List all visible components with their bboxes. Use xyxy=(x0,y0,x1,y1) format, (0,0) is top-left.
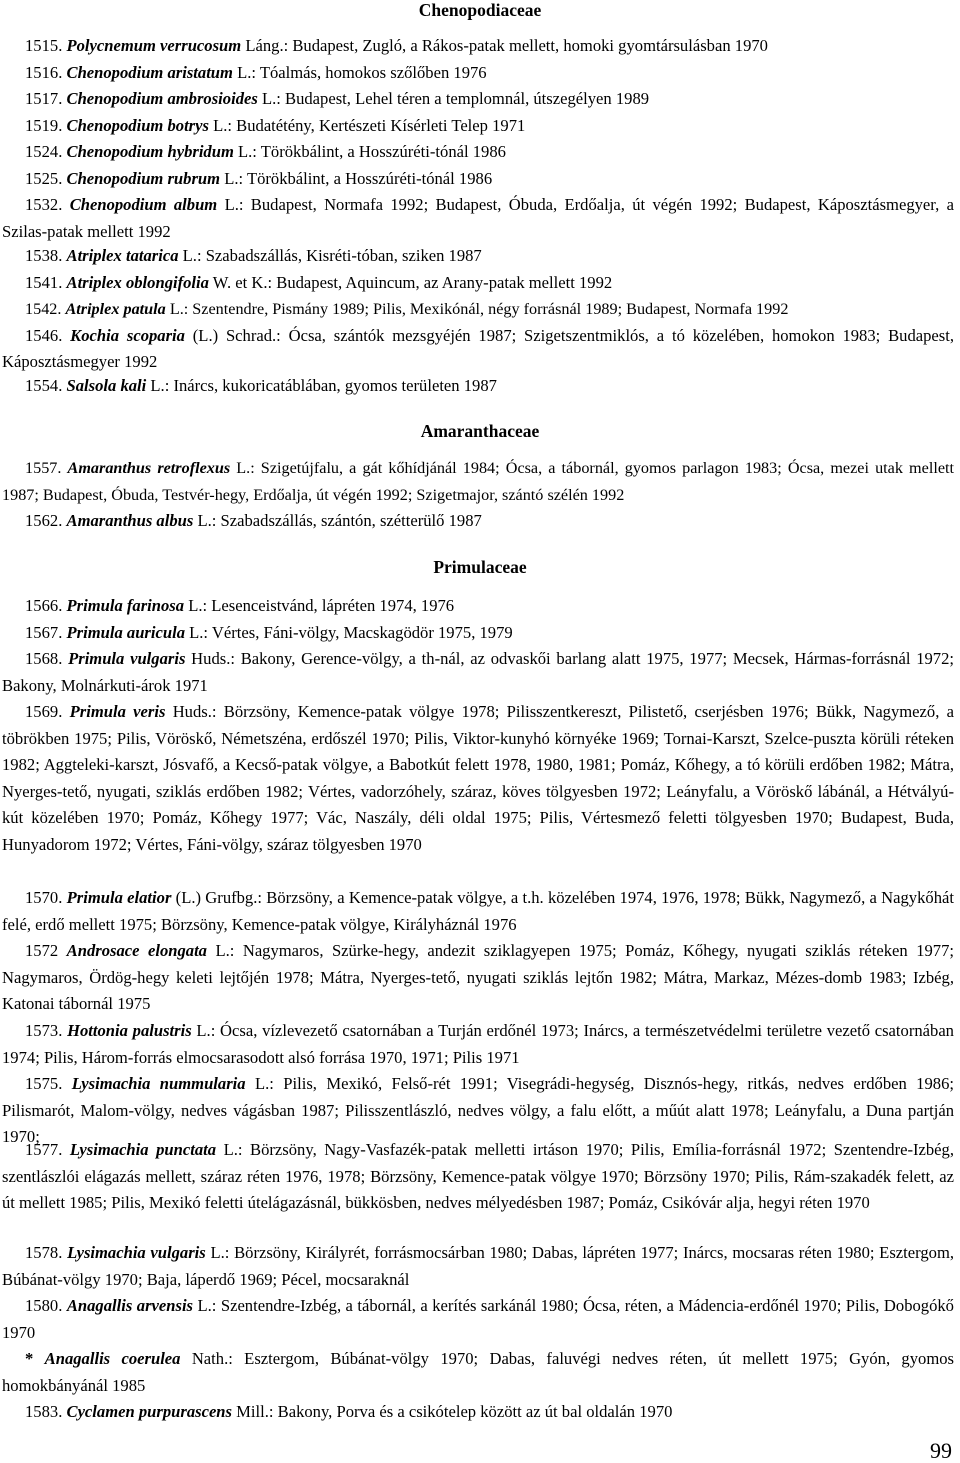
species-entry xyxy=(2,646,954,699)
species-name: Lysimachia nummularia xyxy=(71,1074,246,1093)
species-entry xyxy=(2,1346,954,1399)
species-name: Polycnemum verrucosum xyxy=(66,36,242,55)
entry-text: L.: Pilis, Mexikó, Felső-rét 1991; Visegrádi-hegység, Disznós-hegy, ritkás, nedves erdőben 1986; Pilismarót, Malom-völgy, nedves vágásban 1987; Pilisszentlászló, nedves völgy, a falu előtt, a műút alatt 1978; Leányfalu, a Duna partján 1970; xyxy=(2,1074,954,1147)
entry-text: Huds.: Bakony, Gerence-völgy, a th-nál, az odvaskői barlang alatt 1975, 1977; Mecsek, Hármas-forrásnál 1972; Bakony, Molnárkuti-árok 1971 xyxy=(2,649,954,695)
species-name: Chenopodium hybridum xyxy=(66,142,234,161)
entry-text: (L.) Grufbg.: Börzsöny, a Kemence-patak völgye, a t.h. közelében 1974, 1976, 1978; Bükk, Nagymező, a Nagykőhát felé, erdő mellett 1975; Börzsöny, Kemence-patak völgye, Királyháznál 1976 xyxy=(2,888,954,934)
species-name: Cyclamen purpurascens xyxy=(66,1402,232,1421)
species-entry xyxy=(2,699,954,859)
entry-text: L.: Ócsa, vízlevezető csatornában a Turján erdőnél 1973; Inárcs, a természetvédelmi területre vezető csatornában 1974; Pilis, Három-forrás elmocsarasodott alsó forrása 1970, 1971; Pilis 1971 xyxy=(2,1021,954,1067)
entry-number: 1515. xyxy=(25,36,63,55)
species-name: Hottonia palustris xyxy=(67,1021,192,1040)
species-name: Primula vulgaris xyxy=(68,649,186,668)
entry-text: L.: Törökbálint, a Hosszúréti-tónál 1986 xyxy=(233,142,506,161)
species-entry xyxy=(2,1018,954,1071)
entry-number: 1546. xyxy=(25,325,63,345)
entry-number: 1516. xyxy=(25,62,63,82)
entry-text: L.: Vértes, Fáni-völgy, Macskagödör 1975, 1979 xyxy=(185,622,513,642)
species-entry xyxy=(2,60,954,87)
entry-number: 1541. xyxy=(25,272,63,292)
species-name: Atriplex tatarica xyxy=(66,246,179,265)
species-entry xyxy=(2,593,954,620)
species-name: Primula auricula xyxy=(66,622,185,642)
species-entry xyxy=(2,373,954,400)
entry-number: 1570. xyxy=(25,888,63,907)
entry-text: L.: Szabadszállás, szántón, szétterülő 1987 xyxy=(193,511,482,530)
entry-text: L.: Lesenceistvánd, lápréten 1974, 1976 xyxy=(184,596,455,615)
section-heading: Chenopodiaceae xyxy=(418,0,542,20)
entry-text: W. et K.: Budapest, Aquincum, az Arany-patak mellett 1992 xyxy=(208,272,613,292)
species-name: Lysimachia vulgaris xyxy=(67,1243,206,1262)
entry-number: 1538. xyxy=(25,246,63,265)
species-entry xyxy=(2,113,954,140)
section-heading: Amaranthaceae xyxy=(420,421,540,441)
entry-number: 1573. xyxy=(25,1021,63,1040)
entry-number: 1567. xyxy=(25,622,63,642)
entry-number: 1568. xyxy=(25,649,63,668)
species-name: Salsola kali xyxy=(66,376,147,395)
species-name: Atriplex oblongifolia xyxy=(66,272,209,292)
entry-number: 1569. xyxy=(25,702,63,721)
species-entry xyxy=(2,885,954,938)
species-name: Anagallis coerulea xyxy=(44,1349,181,1368)
entry-number: 1524. xyxy=(25,142,63,161)
entry-text: Huds.: Börzsöny, Kemence-patak völgye 1978; Pilisszentkereszt, Pilistető, cserjésben 1976; Bükk, Nagymező, a töbrökben 1975; Pilis, Vöröskő, Németszéna, erdőszél 1970; Pilis, Viktor-kunyhó környéke 1969; Tornai-Karszt, Szelce-puszta körüli réteken 1982; Aggteleki-karszt, Jósvafő, a Kecső-patak völgye, a Babotkút felett 1978, 1980, 1981; Pomáz, Kőhegy, a tó körüli erdőben 1982; Mátra, Nyerges-tető, nyugati, sziklás erdőben 1982; Vértes, vadorzóhely, száraz, köves tölgyesben 1972; Leányfalu, a Vöröskő lábánál, a Hétvályú-kút közelében 1970; Pomáz, Kőhegy 1977; Vác, Naszály, déli oldal 1975; Pilis, Vértesmező feletti tölgyesben 1970; Budapest, Buda, Hunyadorom 1972; Vértes, Fáni-völgy, száraz tölgyesben 1970 xyxy=(2,702,955,854)
species-entry xyxy=(2,620,954,647)
entry-number: 1572 xyxy=(25,941,59,960)
species-entry xyxy=(2,508,954,535)
species-name: Primula elatior xyxy=(66,888,172,907)
entry-number: 1578. xyxy=(25,1243,63,1262)
entry-number: 1519. xyxy=(25,115,63,135)
entry-text: L.: Budatétény, Kertészeti Kísérleti Telep 1971 xyxy=(208,115,526,135)
species-name: Atriplex patula xyxy=(65,300,166,318)
species-entry xyxy=(2,1137,954,1217)
entry-number: 1562. xyxy=(25,511,63,530)
entry-number: 1566. xyxy=(25,596,63,615)
species-entry xyxy=(2,270,954,297)
entry-number: 1575. xyxy=(25,1074,63,1093)
species-name: Amaranthus albus xyxy=(66,511,194,530)
species-entry xyxy=(2,1293,954,1346)
species-entry xyxy=(2,166,954,193)
species-name: Lysimachia punctata xyxy=(69,1140,217,1159)
entry-text: Mill.: Bakony, Porva és a csikótelep között az út bal oldalán 1970 xyxy=(232,1402,673,1421)
species-name: Chenopodium botrys xyxy=(66,115,209,135)
species-entry xyxy=(2,139,954,166)
entry-text: (L.) Schrad.: Ócsa, szántók mezsgyéjén 1987; Szigetszentmiklós, a tó közelében, homokon 1983; Budapest, Káposztásmegyer 1992 xyxy=(2,325,954,372)
species-name: Amaranthus retroflexus xyxy=(67,459,231,477)
page-number: 99 xyxy=(930,1438,952,1463)
species-entry xyxy=(2,86,954,113)
species-entry xyxy=(2,1399,954,1426)
species-name: Chenopodium rubrum xyxy=(66,168,221,188)
entry-text: L.: Budapest, Lehel téren a templomnál, útszegélyen 1989 xyxy=(257,89,650,108)
species-name: Chenopodium album xyxy=(69,195,218,214)
entry-number: 1583. xyxy=(25,1402,63,1421)
entry-text: L.: Nagymaros, Szürke-hegy, andezit sziklagyepen 1975; Pomáz, Kőhegy, nyugati sziklás réteken 1977; Nagymaros, Ördög-hegy keleti lejtőjén 1978; Mátra, Nyerges-tető, nyugati sziklás lejtőn 1982; Mátra, Markaz, Mézes-domb 1983; Izbég, Katonai tábornál 1975 xyxy=(2,941,954,1014)
entry-number: 1525. xyxy=(25,168,63,188)
species-name: Chenopodium aristatum xyxy=(66,62,233,82)
species-entry xyxy=(2,455,954,508)
species-entry xyxy=(2,938,954,1018)
species-entry xyxy=(2,323,954,376)
entry-number: 1557. xyxy=(25,459,62,477)
entry-text: L.: Szentendre, Pismány 1989; Pilis, Mexikónál, négy forrásnál 1989; Budapest, Normafa 1992 xyxy=(165,300,789,318)
entry-text: L.: Börzsöny, Nagy-Vasfazék-patak melletti irtáson 1970; Pilis, Emília-forrásnál 1972; Szentendre-Izbég, szentlászlói elágazás mellett, száraz réten 1976, 1978; Börzsöny, Kemence-patak völgye 1970; Börzsöny 1970; Pilis, Rám-szakadék felett, az út mellett 1985; Pilis, Mexikó feletti útelágazásnál, bükkösben, nedves mélyedésben 1987; Pomáz, Csikóvár alja, hegyi réten 1970 xyxy=(2,1140,954,1213)
entry-text: L.: Inárcs, kukoricatáblában, gyomos területen 1987 xyxy=(146,376,497,395)
entry-text: L.: Szabadszállás, Kisréti-tóban, sziken 1987 xyxy=(178,246,482,265)
entry-number: 1532. xyxy=(25,195,63,214)
entry-text: L.: Börzsöny, Királyrét, forrásmocsárban 1980; Dabas, lápréten 1977; Inárcs, mocsaras réten 1980; Esztergom, Búbánat-völgy 1970; Baja, láperdő 1969; Pécel, mocsaraknál xyxy=(2,1243,954,1289)
entry-text: L.: Törökbálint, a Hosszúréti-tónál 1986 xyxy=(220,168,493,188)
entry-number: 1554. xyxy=(25,376,63,395)
species-name: Chenopodium ambrosioides xyxy=(66,89,258,108)
species-name: Androsace elongata xyxy=(66,941,207,960)
entry-text: Láng.: Budapest, Zugló, a Rákos-patak mellett, homoki gyomtársulásban 1970 xyxy=(241,36,768,55)
entry-number: * xyxy=(25,1349,34,1368)
entry-text: L.: Szigetújfalu, a gát kőhídjánál 1984; Ócsa, a tábornál, gyomos parlagon 1983; Ócsa, mezei utak mellett 1987; Budapest, Óbuda, Testvér-hegy, Erdőalja, út végén 1992; Szigetmajor, szántó szélén 1992 xyxy=(2,459,954,504)
entry-number: 1577. xyxy=(25,1140,63,1159)
species-name: Anagallis arvensis xyxy=(66,1296,194,1315)
species-entry xyxy=(2,296,954,323)
entry-text: L.: Tóalmás, homokos szőlőben 1976 xyxy=(232,62,487,82)
species-name: Kochia scoparia xyxy=(70,325,185,345)
section-heading: Primulaceae xyxy=(433,557,527,577)
species-entry xyxy=(2,192,954,245)
entry-text: L.: Szentendre-Izbég, a tábornál, a kerítés sarkánál 1980; Ócsa, réten, a Mádencia-erdőnél 1970; Pilis, Dobogókő 1970 xyxy=(2,1296,954,1342)
species-entry xyxy=(2,1240,954,1293)
entry-text: L.: Budapest, Normafa 1992; Budapest, Óbuda, Erdőalja, út végén 1992; Budapest, Káposztásmegyer, a Szilas-patak mellett 1992 xyxy=(2,195,954,241)
entry-number: 1517. xyxy=(25,89,63,108)
species-entry xyxy=(2,243,954,270)
species-name: Primula farinosa xyxy=(66,596,185,615)
entry-number: 1542. xyxy=(25,300,62,318)
species-entry xyxy=(2,33,954,60)
entry-text: Nath.: Esztergom, Búbánat-völgy 1970; Dabas, faluvégi nedves réten, út mellett 1975; Gyón, gyomos homokbányánál 1985 xyxy=(2,1349,954,1395)
species-name: Primula veris xyxy=(69,702,166,721)
entry-number: 1580. xyxy=(25,1296,63,1315)
